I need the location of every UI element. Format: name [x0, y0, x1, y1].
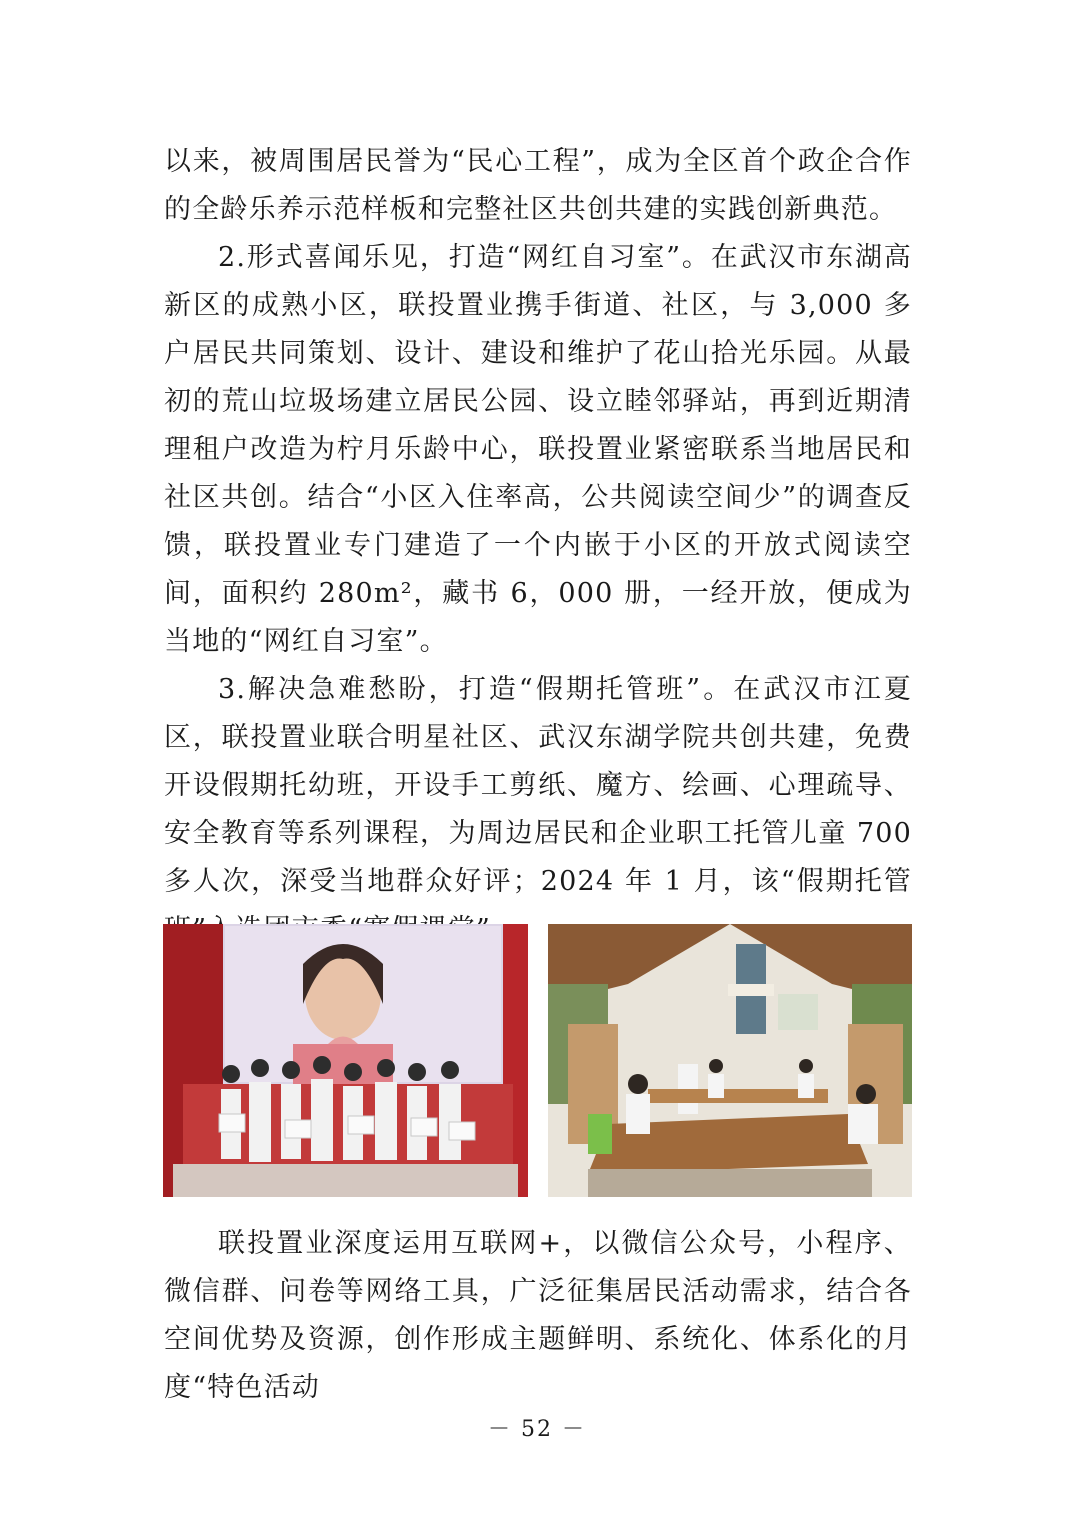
- paragraph-internet-plus: 联投置业深度运用互联网+，以微信公众号，小程序、微信群、问卷等网络工具，广泛征集居民活动需求，结合各空间优势及资源，创作形成主题鲜明、系统化、体系化的月度“特色活动: [164, 1228, 912, 1403]
- photo-reading-room-image: [548, 924, 912, 1197]
- body-text-lower: [164, 1220, 912, 1412]
- paragraph-continuation: 以来，被周围居民誉为“民心工程”，成为全区首个政企合作的全龄乐养示范样板和完整社区共创共建的实践创新典范。: [164, 146, 912, 225]
- photo-children-activity: [163, 924, 528, 1197]
- body-text-upper: [164, 138, 912, 954]
- paragraph-wanghong-study-room: 2.形式喜闻乐见，打造“网红自习室”。在武汉市东湖高新区的成熟小区，联投置业携手街道、社区，与 3,000 多户居民共同策划、设计、建设和维护了花山拾光乐园。从最初的荒山垃圾场建立居民公园、设立睦邻驿站，再到近期清理租户改造为柠月乐龄中心，联投置业紧密联系当地居民和社区共创。结合“小区入住率高，公共阅读空间少”的调查反馈，联投置业专门建造了一个内嵌于小区的开放式阅读空间，面积约 280m²，藏书 6，000 册，一经开放，便成为当地的“网红自习室”。: [164, 242, 912, 657]
- photo-reading-room: [548, 924, 912, 1197]
- page-number: － 52 －: [488, 1417, 586, 1442]
- photo-children-activity-image: [163, 924, 528, 1197]
- paragraph-holiday-care-class: 3.解决急难愁盼，打造“假期托管班”。在武汉市江夏区，联投置业联合明星社区、武汉东湖学院共创共建，免费开设假期托幼班，开设手工剪纸、魔方、绘画、心理疏导、安全教育等系列课程，为周边居民和企业职工托管儿童 700 多人次，深受当地群众好评；2024 年 1 月，该“假期托管: [164, 674, 912, 897]
